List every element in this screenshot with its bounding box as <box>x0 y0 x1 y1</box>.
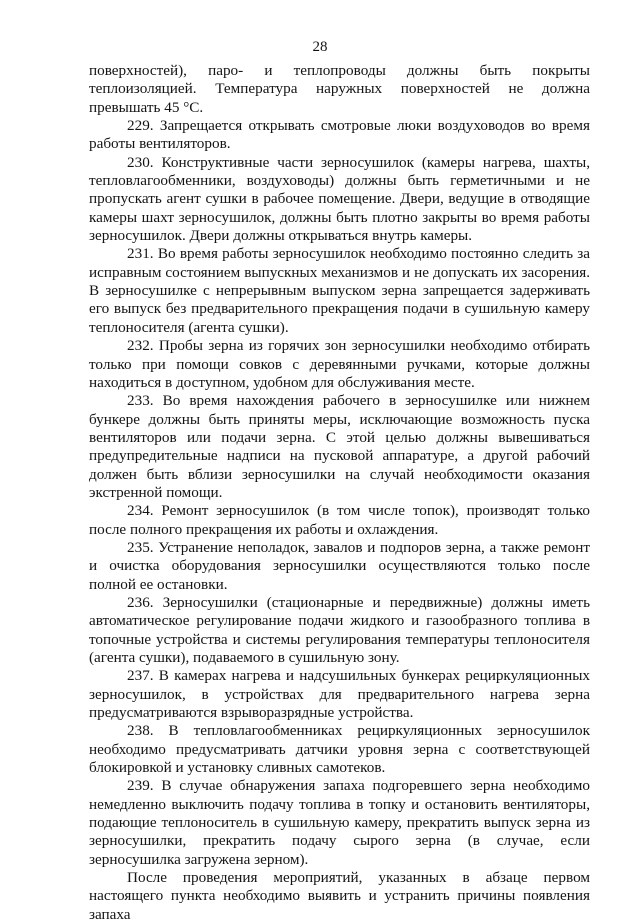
paragraph-239: 239. В случае обнаружения запаха подгоревшего зерна необходимо немедленно выключить подачу топлива в топку и остановить вентиляторы, подающие теплоноситель в сушильную камеру, прекратить выпуск зерна из зерносушилки, прекратить подачу сырого зерна (в случае, если зерносушилка загружена зерном). <box>89 777 590 868</box>
paragraph-238: 238. В тепловлагообменниках рециркуляционных зерносушилок необходимо предусматривать датчики уровня зерна с соответствующей блокировкой и установку сливных самотеков. <box>89 722 590 777</box>
paragraph-237: 237. В камерах нагрева и надсушильных бункерах рециркуляционных зерносушилок, в устройствах для предварительного нагрева зерна предусматриваются взрыворазрядные устройства. <box>89 667 590 722</box>
paragraph-230: 230. Конструктивные части зерносушилок (камеры нагрева, шахты, тепловлагообменники, воздуховоды) должны быть герметичными и не пропускать агент сушки в рабочее помещение. Двери, ведущие в отводящие камеры шахт зерносушилок, должны быть плотно закрыты во время работы зерносушилок. Двери должны открываться внутрь камеры. <box>89 153 590 245</box>
page-number: 28 <box>312 39 328 55</box>
paragraph-239-continuation: После проведения мероприятий, указанных в абзаце первом настоящего пункта необходимо выявить и устранить причины появления запаха <box>89 869 590 923</box>
paragraph-233: 233. Во время нахождения рабочего в зерносушилке или нижнем бункере должны быть приняты меры, исключающие возможность пуска вентиляторов или подачи зерна. С этой целью должны вывешиваться предупредительные надписи на пусковой аппаратуре, а другой рабочий должен быть вблизи зерносушилки на случай необходимости оказания экстренной помощи. <box>89 392 590 501</box>
paragraph-236: 236. Зерносушилки (стационарные и передвижные) должны иметь автоматическое регулирование подачи жидкого и газообразного топлива в топочные устройства и системы регулирования температуры теплоносителя (агента сушки), подаваемого в сушильную зону. <box>89 593 590 666</box>
paragraph-234: 234. Ремонт зерносушилок (в том числе топок), производят только после полного прекращения их работы и охлаждения. <box>89 502 590 538</box>
paragraph-231: 231. Во время работы зерносушилок необходимо постоянно следить за исправным состоянием выпускных механизмов и не допускать их засорения. В зерносушилке с непрерывным выпуском зерна запрещается задерживать его выпуск без предварительного прекращения подачи в сушильную камеру теплоносителя (агента сушки). <box>89 245 590 336</box>
paragraph-continuation: поверхностей), паро- и теплопроводы должны быть покрыты теплоизоляцией. Температура наружных поверхностей не должна превышать 45 °С. <box>89 62 590 116</box>
body-text <box>89 62 590 924</box>
paragraph-235: 235. Устранение неполадок, завалов и подпоров зерна, а также ремонт и очистка оборудования зерносушилки осуществляются только после полной ее остановки. <box>89 538 590 593</box>
paragraph-232: 232. Пробы зерна из горячих зон зерносушилки необходимо отбирать только при помощи совков с деревянными ручками, которые должны находиться в доступном, удобном для обслуживания месте. <box>89 337 590 391</box>
paragraph-229: 229. Запрещается открывать смотровые люки воздуховодов во время работы вентиляторов. <box>89 117 590 153</box>
